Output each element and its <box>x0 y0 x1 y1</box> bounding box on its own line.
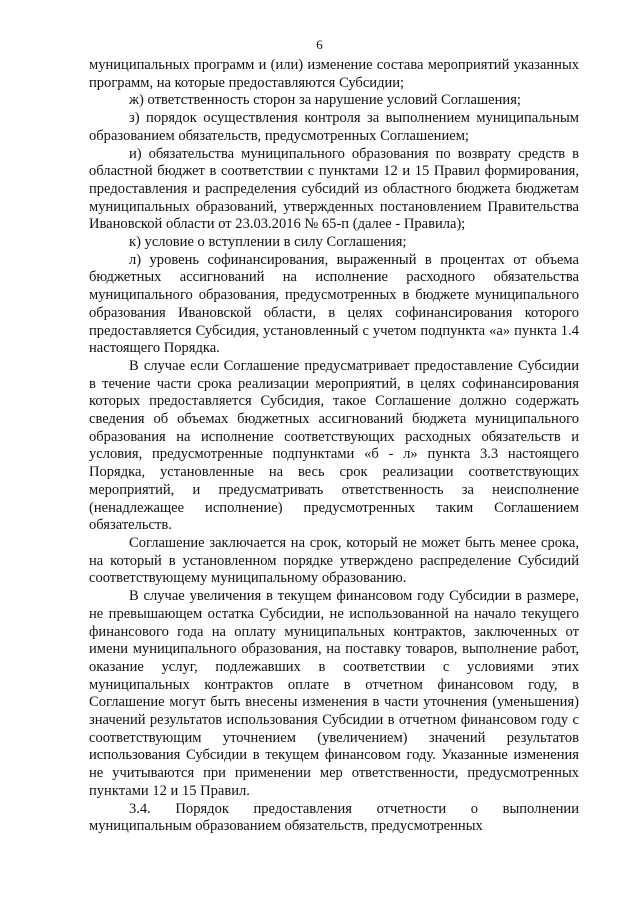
paragraph-item-i: и) обязательства муниципального образования по возврату средств в областной бюджет в соответствии с пунктами 12 и 15 Правил формирования, предоставления и распределения субсидий из областного бюджета бюджетам муниципальных образований, утвержденных постановлением Правительства Ивановской области от 23.03.2016 № 65-п (далее - Правила); <box>89 145 579 233</box>
paragraph-item-l: л) уровень софинансирования, выраженный в процентах от объема бюджетных ассигнований на исполнение расходного обязательства муниципального образования, предусмотренных в бюджете муниципального образования Ивановской области, в целях софинансирования которого предоставляется Субсидия, установленный с учетом подпункта «а» пункта 1.4 настоящего Порядка. <box>89 251 579 357</box>
paragraph-section-3-4: 3.4. Порядок предоставления отчетности о выполнении муниципальным образованием обязательств, предусмотренных <box>89 800 579 835</box>
document-body <box>89 57 579 836</box>
paragraph-partial-term: В случае если Соглашение предусматривает предоставление Субсидии в течение части срока реализации мероприятий, в целях софинансирования которых предоставляется Субсидия, такое Соглашение должно содержать сведения об объемах бюджетных ассигнований бюджета муниципального образования на исполнение соответствующих расходных обязательств и условия, предусмотренные подпунктами «б - л» пункта 3.3 настоящего Порядка, установленные на весь срок реализации соответствующих мероприятий, и предусматривать ответственность за неисполнение (ненадлежащее исполнение) предусмотренных таким Соглашением обязательств. <box>89 357 579 534</box>
paragraph-item-z: з) порядок осуществления контроля за выполнением муниципальным образованием обязательств, предусмотренных Соглашением; <box>89 110 579 144</box>
paragraph-programs: муниципальных программ и (или) изменение состава мероприятий указанных программ, на которые предоставляются Субсидии; <box>89 57 579 91</box>
paragraph-subsidy-increase: В случае увеличения в текущем финансовом году Субсидии в размере, не превышающем остатка Субсидии, не использованной на начало текущего финансового года на оплату муниципальных контрактов, заключенных от имени муниципального образования, на поставку товаров, выполнение работ, оказание услуг, подлежавших в соответствии с условиями этих муниципальных контрактов оплате в отчетном финансовом году, в Соглашение могут быть внесены изменения в части уточнения (уменьшения) значений результатов использования Субсидии в отчетном финансовом году с соответствующим уточнением (увеличением) значений результатов использования Субсидии в текущем финансовом году. Указанные изменения не учитываются при применении мер ответственности, предусмотренных пунктами 12 и 15 Правил. <box>89 588 579 799</box>
paragraph-agreement-term: Соглашение заключается на срок, который не может быть менее срока, на который в установленном порядке утверждено распределение Субсидий соответствующему муниципальному образованию. <box>89 534 579 587</box>
paragraph-item-k: к) условие о вступлении в силу Соглашения; <box>129 234 407 251</box>
page-number: 6 <box>316 37 323 52</box>
paragraph-item-zh: ж) ответственность сторон за нарушение условий Соглашения; <box>129 92 521 109</box>
